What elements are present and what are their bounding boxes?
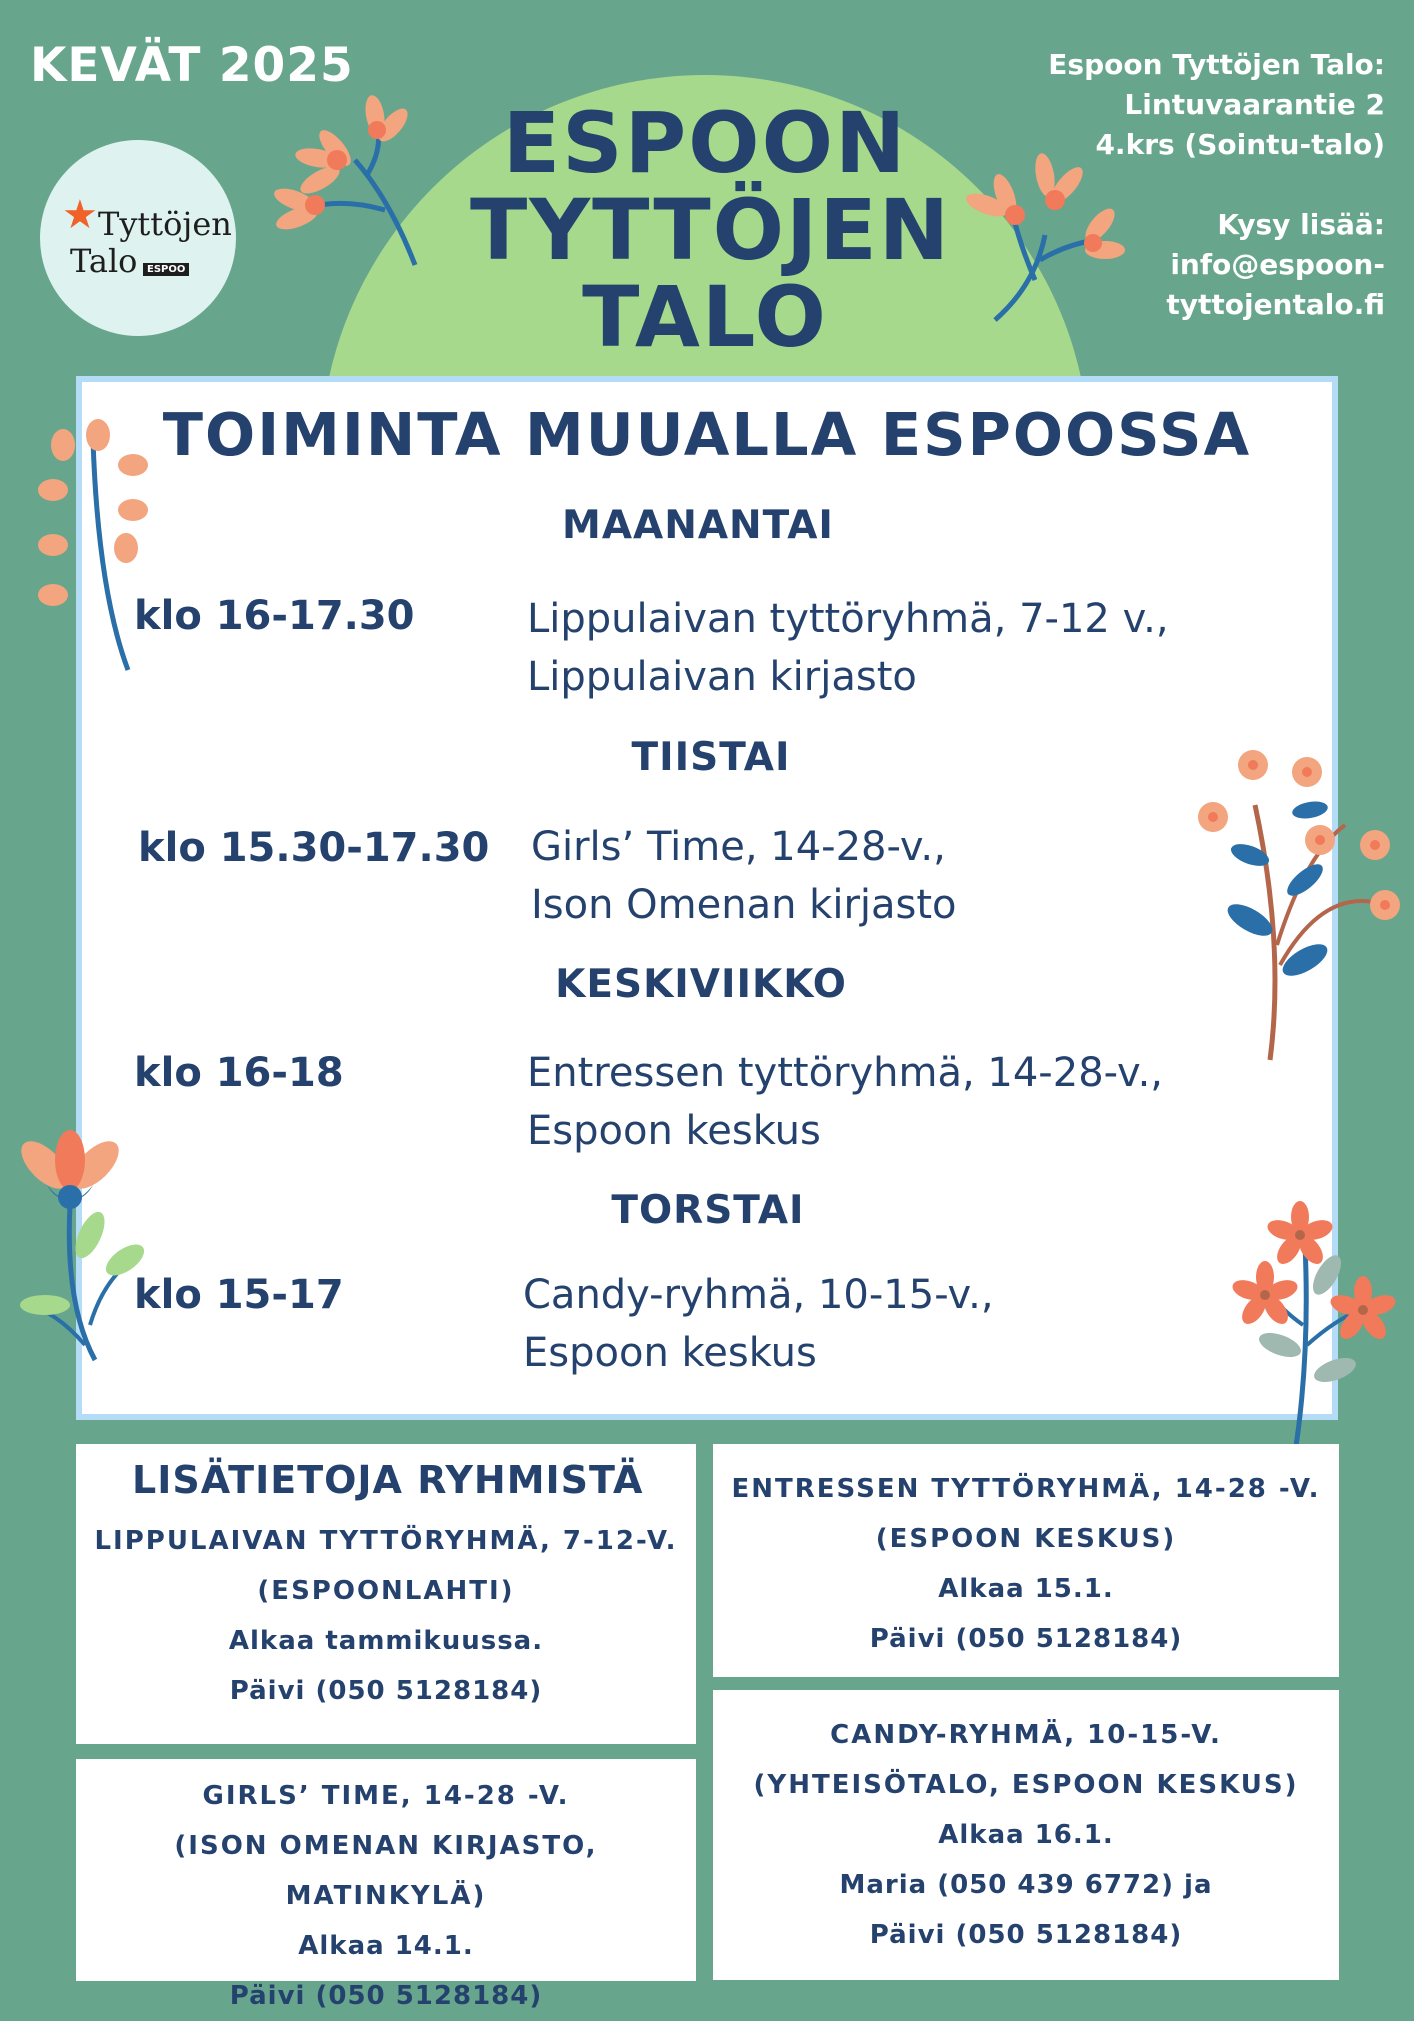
candy-contact-1: Maria (050 439 6772) ja — [839, 1870, 1213, 1900]
girls-time-contact: Päivi (050 5128184) — [229, 1981, 543, 2011]
lippulaiva-name: LIPPULAIVAN TYTTÖRYHMÄ, 7-12-V. — [94, 1526, 678, 1556]
entresse-start: Alkaa 15.1. — [938, 1574, 1114, 1604]
activity-wednesday-line-1: Entressen tyttöryhmä, 14-28-v., — [527, 1050, 1163, 1096]
candy-contact-2: Päivi (050 5128184) — [869, 1920, 1183, 1950]
time-thursday: klo 15-17 — [134, 1272, 344, 1318]
candy-start: Alkaa 16.1. — [938, 1820, 1114, 1850]
branch-decoration-right-icon — [1195, 745, 1405, 1065]
lippulaiva-contact: Päivi (050 5128184) — [229, 1676, 543, 1706]
activity-tuesday-line-2: Ison Omenan kirjasto — [531, 882, 957, 928]
title-line-1: ESPOON — [502, 94, 908, 192]
contact-street: Lintuvaarantie 2 — [1124, 88, 1385, 121]
logo-line-3: ESPOO — [143, 263, 189, 276]
contact-ask: Kysy lisää: — [1217, 208, 1385, 241]
activity-monday-line-2: Lippulaivan kirjasto — [527, 654, 917, 700]
activity-tuesday — [531, 818, 957, 934]
logo-line-1: Tyttöjen — [98, 205, 232, 243]
tulip-decoration-left-icon — [15, 1125, 155, 1365]
activity-monday — [527, 590, 1169, 706]
schedule-title: TOIMINTA MUUALLA ESPOOSSA — [162, 400, 1252, 469]
day-thursday: TORSTAI — [611, 1188, 805, 1233]
day-tuesday: TIISTAI — [631, 735, 791, 780]
day-monday: MAANANTAI — [562, 503, 834, 548]
day-wednesday: KESKIVIIKKO — [555, 962, 847, 1007]
flower-decoration-left-icon — [275, 100, 435, 270]
lippulaiva-place: (ESPOONLAHTI) — [257, 1576, 515, 1606]
title-line-3: TALO — [582, 268, 828, 366]
info-heading: LISÄTIETOJA RYHMISTÄ — [132, 1458, 644, 1502]
activity-monday-line-1: Lippulaivan tyttöryhmä, 7-12 v., — [527, 596, 1169, 642]
info-box-entresse — [713, 1444, 1339, 1677]
info-box-girls-time — [76, 1759, 696, 2011]
contact-email-1[interactable]: info@espoon- — [1170, 248, 1385, 281]
info-box-candy — [713, 1690, 1339, 1980]
branch-decoration-left-icon — [38, 420, 158, 670]
entresse-contact: Päivi (050 5128184) — [869, 1624, 1183, 1654]
lippulaiva-start: Alkaa tammikuussa. — [228, 1626, 544, 1656]
flower-decoration-right-icon — [975, 155, 1135, 325]
contact-org: Espoon Tyttöjen Talo: — [1048, 48, 1385, 81]
entresse-name: ENTRESSEN TYTTÖRYHMÄ, 14-28 -V. — [731, 1474, 1321, 1504]
candy-name: CANDY-RYHMÄ, 10-15-V. — [830, 1720, 1222, 1750]
star-icon: ★ — [62, 192, 98, 238]
tyttojen-talo-logo — [40, 140, 236, 336]
activity-wednesday-line-2: Espoon keskus — [527, 1108, 821, 1154]
time-monday: klo 16-17.30 — [134, 593, 415, 639]
time-wednesday: klo 16-18 — [134, 1050, 344, 1096]
page-title — [470, 94, 951, 366]
contact-floor: 4.krs (Sointu-talo) — [1095, 128, 1385, 161]
girls-time-place: (ISON OMENAN KIRJASTO, MATINKYLÄ) — [174, 1831, 598, 1911]
activity-tuesday-line-1: Girls’ Time, 14-28-v., — [531, 824, 946, 870]
season-label: KEVÄT 2025 — [30, 38, 354, 93]
entresse-place: (ESPOON KESKUS) — [875, 1524, 1177, 1554]
activity-thursday — [523, 1266, 994, 1382]
info-box-lippulaiva — [76, 1444, 696, 1744]
activity-thursday-line-1: Candy-ryhmä, 10-15-v., — [523, 1272, 994, 1318]
girls-time-name: GIRLS’ TIME, 14-28 -V. — [202, 1781, 570, 1811]
title-line-2: TYTTÖJEN — [470, 181, 951, 279]
contact-email-2[interactable]: tyttojentalo.fi — [1166, 288, 1385, 321]
flower-decoration-bottom-right-icon — [1235, 1195, 1405, 1455]
girls-time-start: Alkaa 14.1. — [298, 1931, 474, 1961]
time-tuesday: klo 15.30-17.30 — [138, 825, 490, 871]
activity-wednesday — [527, 1044, 1163, 1160]
candy-place: (YHTEISÖTALO, ESPOON KESKUS) — [753, 1770, 1299, 1800]
activity-thursday-line-2: Espoon keskus — [523, 1330, 817, 1376]
logo-line-2: Talo — [70, 242, 138, 280]
